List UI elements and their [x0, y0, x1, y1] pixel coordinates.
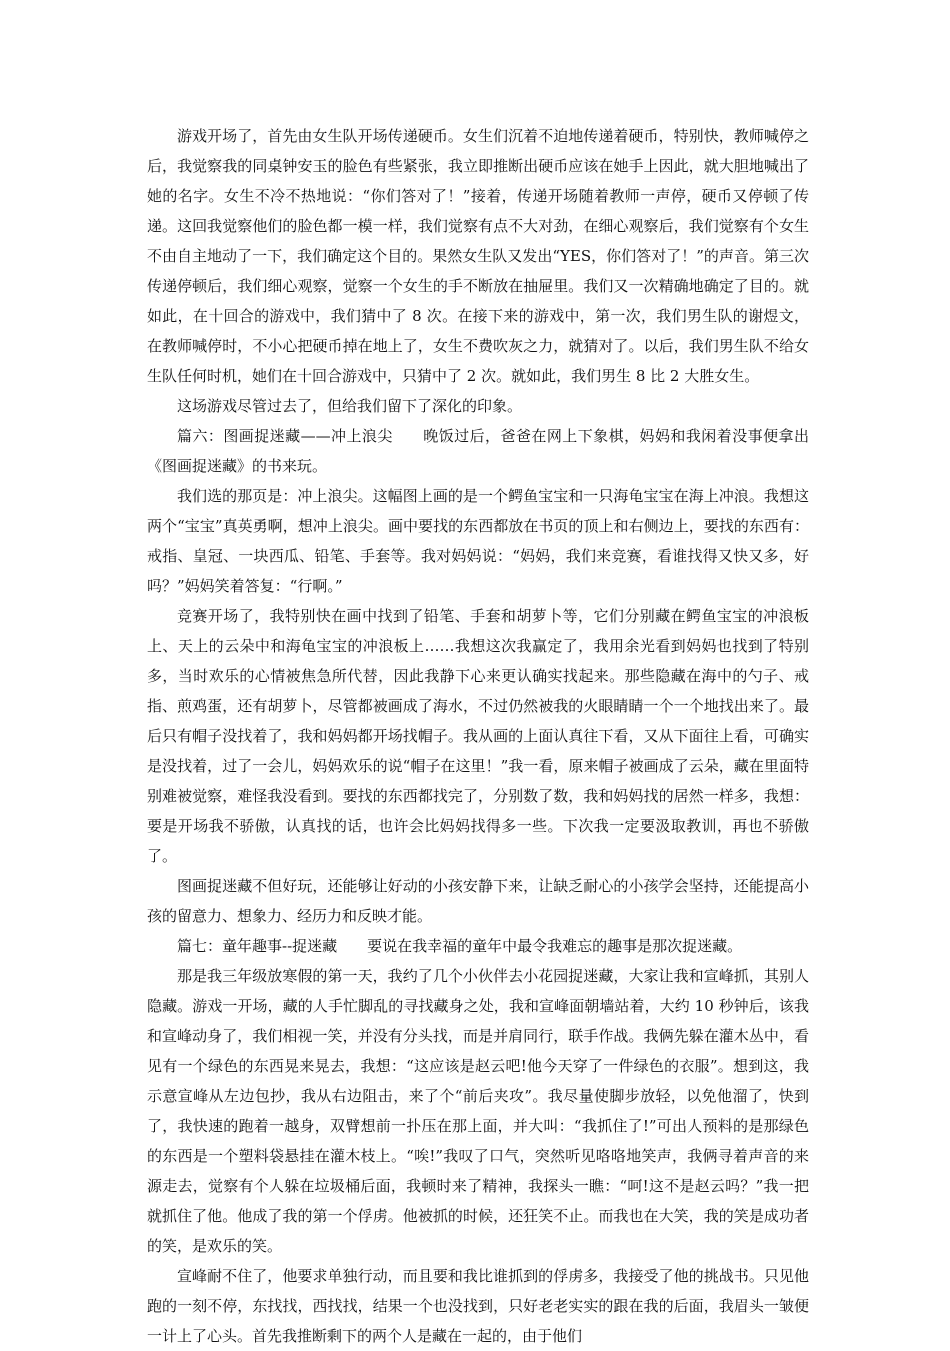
section-paragraph [147, 931, 809, 961]
paragraph: 宣峰耐不住了，他要求单独行动，而且要和我比谁抓到的俘虏多，我接受了他的挑战书。只见他跑的一刻不停，东找找，西找找，结果一个也没找到，只好老老实实的跟在我的后面，我眉头一皱便一计上了心头。首先我推断剩下的两个人是藏在一起的，由于他们 [147, 1267, 809, 1345]
section-heading: 篇六：图画捉迷藏——冲上浪尖 [177, 427, 393, 445]
section-heading: 篇七：童年趣事--捉迷藏 [177, 937, 338, 955]
paragraph: 游戏开场了，首先由女生队开场传递硬币。女生们沉着不迫地传递着硬币，特别快，教师喊停之后，我觉察我的同桌钟安玉的脸色有些紧张，我立即推断出硬币应该在她手上因此，就大胆地喊出了她的名字。女生不冷不热地说：“你们答对了！”接着，传递开场随着教师一声停，硬币又停顿了传递。这回我觉察他们的脸色都一模一样，我们觉察有点不大对劲，在细心观察后，我们觉察有个女生不由自主地动了一下，我们确定这个目的。果然女生队又发出“YES，你们答对了！”的声音。第三次传递停顿后，我们细心观察，觉察一个女生的手不断放在抽屉里。我们又一次精确地确定了目的。就如此，在十回合的游戏中，我们猜中了 8 次。在接下来的游戏中，第一次，我们男生队的谢煜文，在教师喊停时，不小心把硬币掉在地上了，女生不费吹灰之力，就猜对了。以后，我们男生队不给女生队任何时机，她们在十回合游戏中，只猜中了 2 次。就如此，我们男生 8 比 2 大胜女生。 [147, 127, 809, 385]
paragraph: 那是我三年级放寒假的第一天，我约了几个小伙伴去小花园捉迷藏，大家让我和宣峰抓，其别人隐藏。游戏一开场，藏的人手忙脚乱的寻找藏身之处，我和宣峰面朝墙站着，大约 10 秒钟后，该我和宣峰动身了，我们相视一笑，并没有分头找，而是并肩同行，联手作战。我俩先躲在灌木丛中，看见有一个绿色的东西晃来晃去，我想：“这应该是赵云吧!他今天穿了一件绿色的衣服”。想到这，我示意宣峰从左边包抄，我从右边阻击，来了个“前后夹攻”。我尽量使脚步放轻，以免他溜了，快到了，我快速的跑着一越身，双臂想前一扑压在那上面，并大叫：“我抓住了!”可出人预料的是那绿色的东西是一个塑料袋悬挂在灌木枝上。“唉!”我叹了口气，突然听见咯咯地笑声，我俩寻着声音的来源走去，觉察有个人躲在垃圾桶后面，我顿时来了精神，我探头一瞧：“呵!这不是赵云吗？”我一把就抓住了他。他成了我的第一个俘虏。他被抓的时候，还狂笑不止。而我也在大笑，我的笑是成功者的笑，是欢乐的笑。 [147, 967, 809, 1255]
document-page [147, 121, 809, 1351]
paragraph: 我们选的那页是：冲上浪尖。这幅图上画的是一个鳄鱼宝宝和一只海龟宝宝在海上冲浪。我想这两个“宝宝”真英勇啊，想冲上浪尖。画中要找的东西都放在书页的顶上和右侧边上，要找的东西有：戒指、皇冠、一块西瓜、铅笔、手套等。我对妈妈说：“妈妈，我们来竞赛，看谁找得又快又多，好吗？”妈妈笑着答复：“行啊。” [147, 487, 809, 595]
section-paragraph [147, 421, 809, 481]
section-lead-text: 晚饭过后，爸爸在网上下象棋，妈妈和我闲着没事便拿出《图画捉迷藏》的书来玩。 [147, 427, 809, 475]
paragraph: 图画捉迷藏不但好玩，还能够让好动的小孩安静下来，让缺乏耐心的小孩学会坚持，还能提高小孩的留意力、想象力、经历力和反映才能。 [147, 877, 809, 925]
section-lead-text: 要说在我幸福的童年中最令我难忘的趣事是那次捉迷藏。 [367, 937, 743, 955]
paragraph: 这场游戏尽管过去了，但给我们留下了深化的印象。 [177, 397, 523, 415]
paragraph: 竞赛开场了，我特别快在画中找到了铅笔、手套和胡萝卜等，它们分别藏在鳄鱼宝宝的冲浪板上、天上的云朵中和海龟宝宝的冲浪板上……我想这次我赢定了，我用余光看到妈妈也找到了特别多，当时欢乐的心情被焦急所代替，因此我静下心来更认确实找起来。那些隐藏在海中的勺子、戒指、煎鸡蛋，还有胡萝卜，尽管都被画成了海水，不过仍然被我的火眼睛睛一个一个地找出来了。最后只有帽子没找着了，我和妈妈都开场找帽子。我从画的上面认真往下看，又从下面往上看，可确实是没找着，过了一会儿，妈妈欢乐的说“帽子在这里！”我一看，原来帽子被画成了云朵，藏在里面特别难被觉察，难怪我没看到。要找的东西都找完了，分别数了数，我和妈妈找的居然一样多，我想：要是开场我不骄傲，认真找的话，也许会比妈妈找得多一些。下次我一定要汲取教训，再也不骄傲了。 [147, 607, 809, 865]
